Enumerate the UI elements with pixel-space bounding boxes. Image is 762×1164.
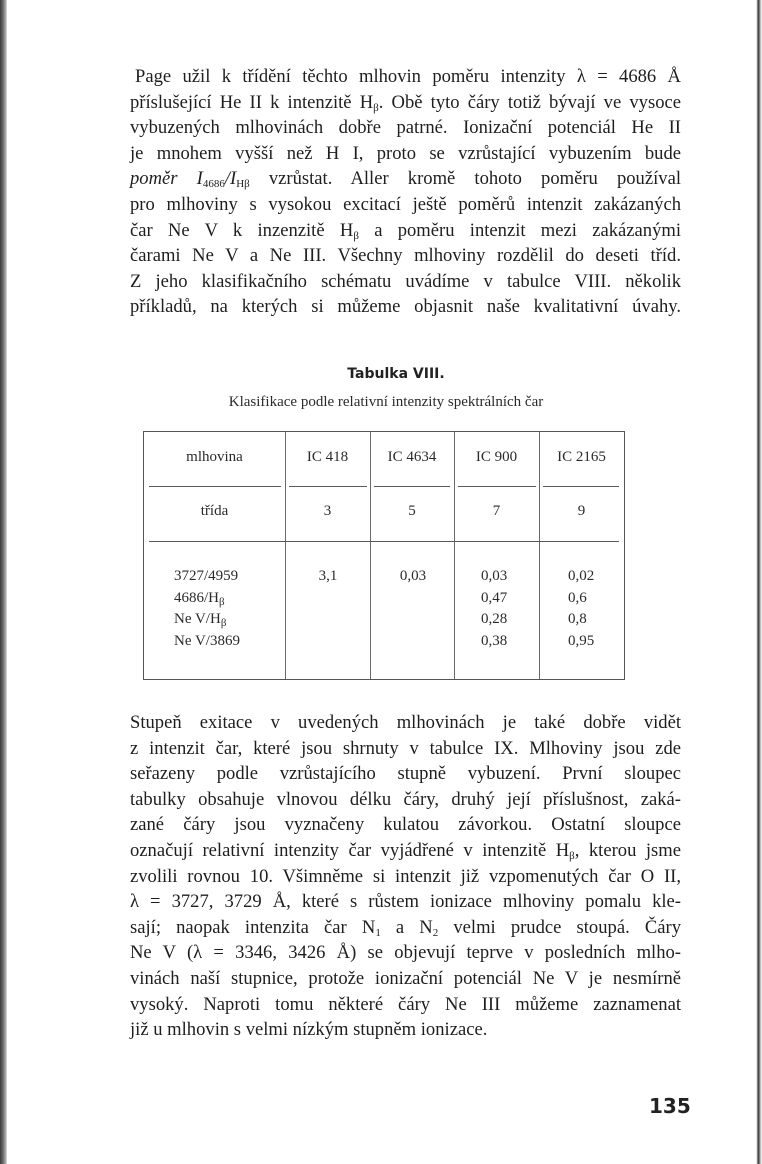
text-line: zané čáry jsou vyznačeny kulatou závorkou. Ostatní sloupce: [130, 814, 681, 836]
subscript: 2: [432, 926, 439, 939]
subscript: β: [569, 849, 575, 862]
class-cell: 7: [492, 503, 501, 519]
class-cell: 5: [408, 503, 416, 519]
text-fragment: označují relativní intenzity čar vyjádřené v intenzitě H: [130, 839, 570, 861]
text-line: [130, 166, 681, 192]
ratio-label-main: Ne V/H: [174, 611, 221, 627]
text-line: pro mlhoviny s vysokou excitací ještě poměrů intenzit zakázaných: [130, 193, 681, 215]
ratio-label: [174, 609, 240, 631]
text-fragment: čar Ne V k inzenzitě H: [130, 219, 354, 241]
subscript: 4686: [202, 178, 225, 191]
ratio-values-ic418: [287, 566, 369, 588]
text-fragment: příslušející He II k intenzitě H: [130, 91, 374, 113]
ratio-label: Ne V/3869: [174, 632, 240, 649]
ratio-value: 0,02: [568, 568, 595, 584]
ratio-value: 0,95: [568, 632, 595, 649]
header-cell-label: mlhovina: [186, 449, 243, 465]
text-fragment: sají; naopak intenzita čar N: [130, 916, 376, 938]
text-line: [130, 838, 681, 864]
row-divider: [458, 486, 536, 487]
ratio-label: 3727/4959: [174, 568, 239, 584]
column-divider: [454, 432, 455, 679]
text-fragment: velmi prudce stoupá. Čáry: [438, 916, 681, 938]
text-line: vybuzených mlhovinách dobře patrné. Ionizační potenciál He II: [130, 117, 681, 139]
column-divider: [370, 432, 371, 679]
subscript: Hβ: [236, 178, 250, 191]
ratio-value: 0,47: [481, 589, 508, 606]
text-line: Ne V (λ = 3346, 3426 Å) se objevují teprve v posledních mlho-: [130, 942, 681, 964]
class-cell: 3: [323, 503, 332, 519]
subscript: β: [373, 101, 379, 114]
text-fragment: . Obě tyto čáry totiž bývají ve vysoce: [378, 91, 681, 113]
subscript: β: [219, 595, 225, 608]
text-line: tabulky obsahuje vlnovou délku čáry, druhý její příslušnost, zaká-: [130, 788, 681, 810]
text-line: [130, 915, 681, 941]
ratio-values-ic900: [481, 566, 507, 652]
text-line: seřazeny podle vzrůstajícího stupně vybuzení. První sloupec: [130, 763, 681, 785]
row-divider: [149, 541, 619, 542]
text-line: [130, 90, 681, 116]
text-fragment: vzrůstat. Aller kromě tohoto poměru používal: [249, 168, 681, 190]
row-divider: [289, 486, 367, 487]
subscript: β: [353, 229, 359, 242]
text-line: Page užil k třídění těchto mlhovin poměru intenzity λ = 4686 Å: [135, 66, 681, 87]
text-line: zvolili rovnou 10. Všimněme si intenzit již vzpomenutých čar O II,: [130, 865, 681, 887]
paragraph-excitation: [130, 710, 681, 1043]
column-divider: [285, 432, 286, 679]
book-binding-edge: [0, 0, 7, 1164]
text-line: λ = 3727, 3729 Å, které s růstem ionizace mlhoviny pomalu kle-: [130, 891, 681, 913]
text-line: příkladů, na kterých si můžeme objasnit naše kvalitativní úvahy.: [130, 296, 681, 318]
text-line: z intenzit čar, které jsou shrnuty v tabulce IX. Mlhoviny jsou zde: [130, 737, 681, 759]
row-divider: [374, 486, 450, 487]
ratio-value: 0,28: [481, 611, 508, 627]
header-cell: IC 900: [475, 449, 518, 465]
text-line: Z jeho klasifikačního schématu uvádíme v tabulce VIII. několik: [130, 270, 681, 292]
ratio-values-ic2165: [568, 566, 594, 652]
text-line: již u mlhovin s velmi nízkým stupněm ionizace.: [130, 1019, 488, 1041]
ratio-value: 0,8: [568, 611, 587, 627]
ratio-label-main: 4686/H: [174, 589, 219, 606]
ratio-value: 0,38: [481, 632, 508, 649]
table-title: Tabulka VIII.: [347, 366, 445, 382]
class-row-label: třída: [200, 503, 229, 519]
row-divider: [149, 486, 281, 487]
text-line: čarami Ne V a Ne III. Všechny mlhoviny rozdělil do deseti tříd.: [130, 245, 681, 267]
ratio-value: 0,6: [568, 589, 587, 606]
ratio-labels: [174, 566, 240, 652]
ratio-value: 3,1: [318, 568, 338, 584]
header-cell: IC 2165: [557, 449, 606, 465]
ratio-values-ic4634: [372, 566, 454, 588]
text-fragment: poměr I: [130, 168, 203, 190]
text-fragment: a N: [380, 916, 433, 938]
ratio-value: 0,03: [481, 568, 508, 584]
text-line: vinách naší stupnice, protože ionizační potenciál Ne V je nesmírně: [130, 967, 681, 989]
text-fragment: a poměru intenzit mezi zakázanými: [358, 219, 681, 241]
table-caption: Klasifikace podle relativní intenzity spektrálních čar: [228, 394, 544, 410]
header-cell: IC 418: [306, 449, 349, 465]
text-line: Stupeň exitace v uvedených mlhovinách je také dobře vidět: [130, 712, 681, 733]
ratio-label: [174, 588, 240, 610]
ratio-value: 0,03: [399, 568, 427, 584]
text-fragment: /I: [224, 168, 237, 190]
text-fragment: , kterou jsme: [574, 839, 681, 861]
column-divider: [539, 432, 540, 679]
paragraph-intro: [130, 64, 681, 320]
classification-table: [143, 431, 625, 680]
text-line: je mnohem vyšší než H I, proto se vzrůstající vybuzením bude: [130, 142, 681, 164]
subscript: 1: [375, 926, 381, 939]
header-cell: IC 4634: [387, 449, 437, 465]
subscript: β: [220, 617, 227, 629]
text-line: [130, 218, 681, 244]
class-cell: 9: [577, 503, 586, 519]
page-edge: [756, 0, 762, 1164]
row-divider: [543, 486, 619, 487]
text-line: vysoký. Naproti tomu některé čáry Ne III můžeme zaznamenat: [130, 993, 681, 1015]
page-number: 135: [649, 1094, 691, 1118]
